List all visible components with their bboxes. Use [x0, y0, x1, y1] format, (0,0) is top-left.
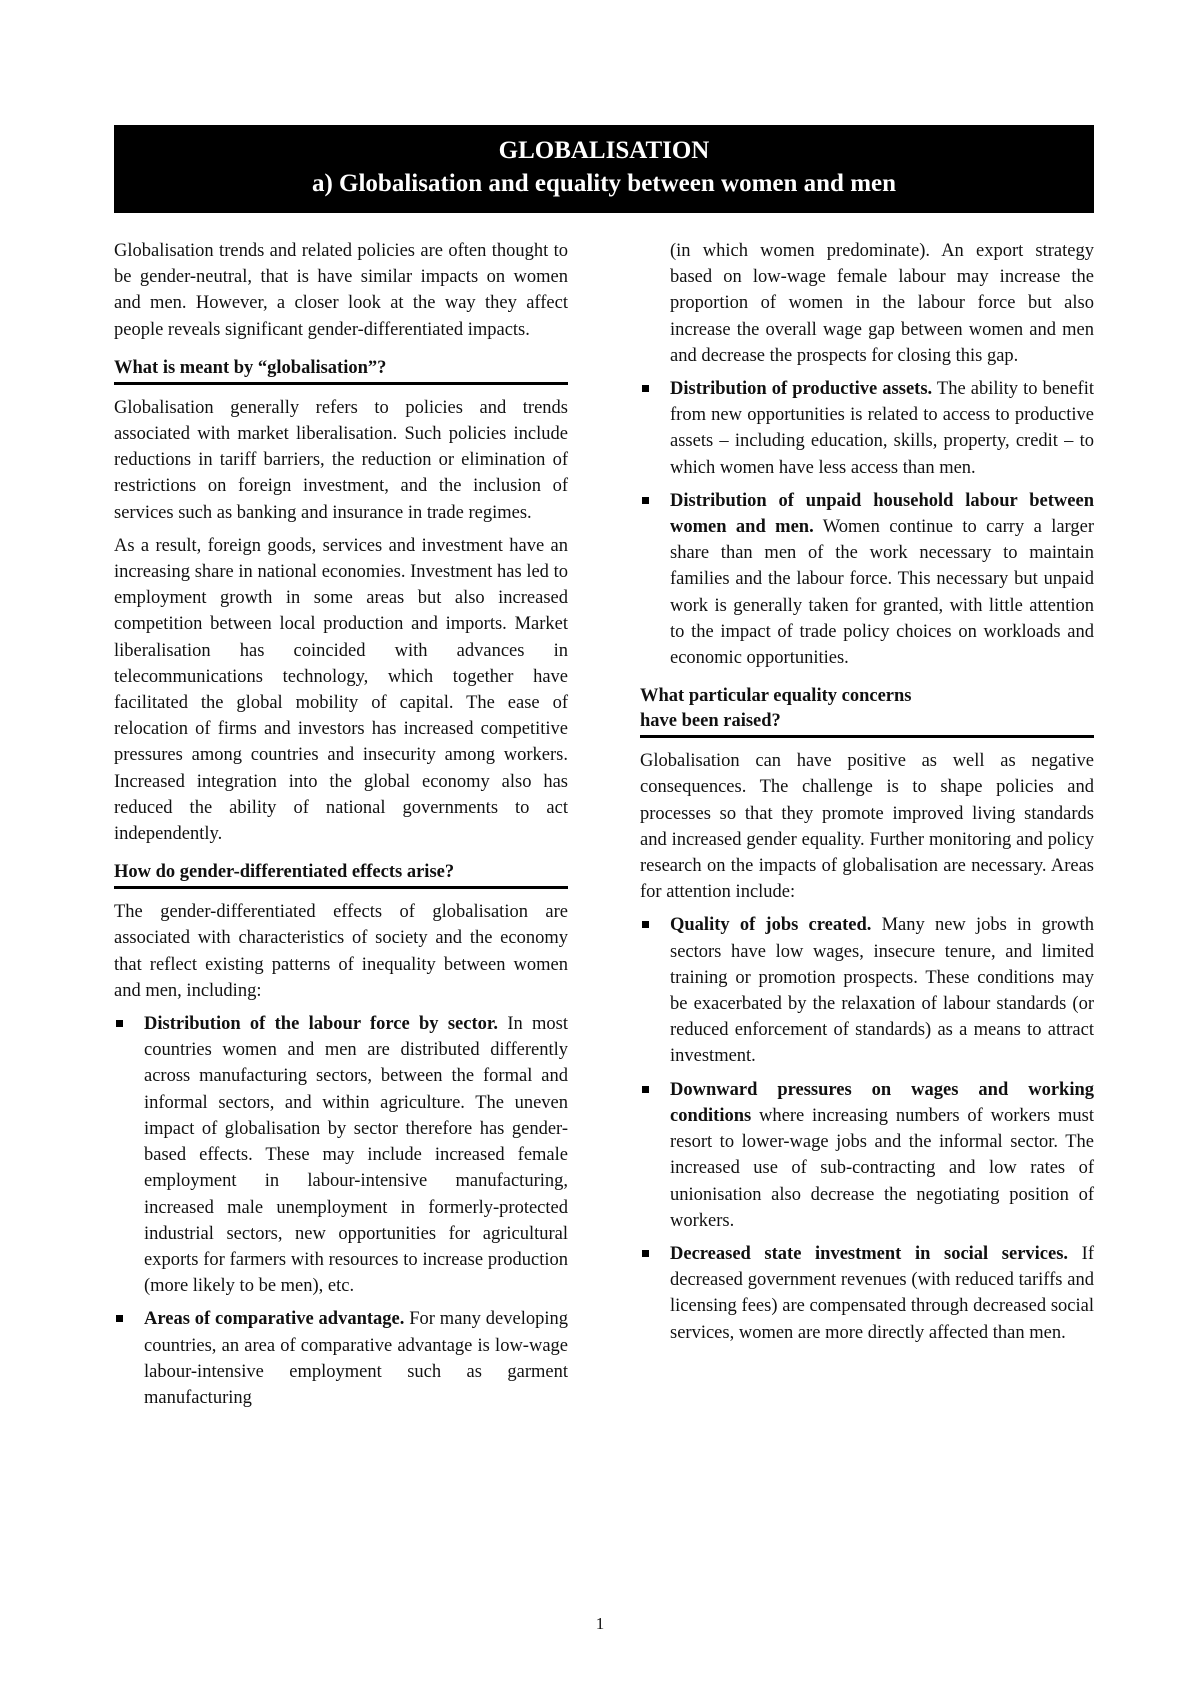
document-title: GLOBALISATION [498, 137, 710, 164]
title-banner [114, 125, 1094, 213]
bullet-text: For many developing countries, an area of comparative advantage is low-wage labour-intensive employment such as garment manufacturing [144, 1309, 568, 1408]
bullet-heading: Distribution of productive assets. [670, 379, 933, 400]
bullet-heading: Areas of comparative advantage. [144, 1309, 405, 1330]
list-item [640, 488, 1094, 671]
intro-paragraph: Globalisation trends and related policies are often thought to be gender-neutral, that is have similar impacts on women and men. However, a closer look at the way they affect people reveals significant gender-differentiated impacts. [114, 241, 568, 340]
bullet-icon [642, 385, 649, 392]
bullet-icon [116, 1020, 123, 1027]
bullet-icon [642, 1250, 649, 1257]
left-column [114, 238, 568, 1418]
continuation-text: (in which women predominate). An export strategy based on low-wage female labour may increase the proportion of women in the labour force but also increase the overall wage gap between women and men and decrease the prospects for closing this gap. [670, 241, 1094, 366]
section-heading-gender-effects: How do gender-differentiated effects arise? [114, 860, 568, 889]
bullet-text: where increasing numbers of workers must resort to lower-wage jobs and the informal sector. The increased use of sub-contracting and low rates of unionisation also decrease the negotiating position of workers. [670, 1105, 1094, 1231]
bullet-heading: Distribution of the labour force by sector. [144, 1014, 499, 1035]
bullet-icon [642, 921, 649, 928]
bullet-text: The ability to benefit from new opportunities is related to access to productive assets – including education, skills, property, credit – to which women have less access than men. [670, 379, 1095, 478]
list-item-continuation [640, 238, 1094, 369]
bullet-heading: Distribution of unpaid household labour between women and men. [670, 490, 1094, 538]
bullet-icon [116, 1315, 123, 1322]
section-heading-globalisation: What is meant by “globalisation”? [114, 356, 568, 385]
right-column [640, 238, 1094, 1353]
bullet-icon [642, 1086, 649, 1093]
list-item [114, 1011, 568, 1299]
page-number: 1 [595, 1614, 605, 1633]
document-subtitle: a) Globalisation and equality between women and men [311, 170, 897, 197]
bullet-icon [642, 497, 649, 504]
right-bullet-list [640, 912, 1094, 1345]
paragraph-gender-effects: The gender-differentiated effects of globalisation are associated with characteristics of society and the economy that reflect existing patterns of inequality between women and men, including: [114, 902, 568, 1001]
heading-line-1: What particular equality concerns [640, 686, 912, 707]
paragraph-result: As a result, foreign goods, services and investment have an increasing share in national economies. Investment has led to employment growth in some areas but also increased competition between local production and imports. Market liberalisation has coincided with advances in telecommunications technology, which together have facilitated the global mobility of capital. The ease of relocation of firms and investors has increased competitive pressures among countries and insecurity among workers. Increased integration into the global economy also has reduced the ability of national governments to act independently. [114, 535, 568, 845]
bullet-text: If decreased government revenues (with reduced tariffs and licensing fees) are compensated through decreased social services, women are more directly affected than men. [670, 1243, 1094, 1343]
bullet-text: Women continue to carry a larger share than men of the work necessary to maintain families and the labour force. This necessary but unpaid work is generally taken for granted, with little attention to the impact of trade policy choices on workloads and economic opportunities. [670, 517, 1094, 669]
list-item [640, 1241, 1094, 1346]
bullet-heading: Downward pressures on wages and working conditions [670, 1079, 1094, 1126]
bullet-heading: Quality of jobs created. [670, 915, 872, 936]
paragraph-definition: Globalisation generally refers to policies and trends associated with market liberalisation. Such policies include reductions in tariff barriers, the reduction or elimination of restrictions on foreign investment, and the inclusion of services such as banking and insurance in trade regimes. [114, 397, 568, 523]
right-continuation-list [640, 238, 1094, 671]
bullet-text: Many new jobs in growth sectors have low wages, insecure tenure, and limited training or promotion prospects. These conditions may be exacerbated by the relaxation of labour standards (or reduced enforcement of standards) as a means to attract investment. [670, 915, 1095, 1067]
list-item [640, 376, 1094, 481]
list-item [640, 1077, 1094, 1234]
paragraph-consequences: Globalisation can have positive as well as negative consequences. The challenge is to shape policies and processes so that they promote improved living standards and increased gender equality. Further monitoring and policy research on the impacts of globalisation are necessary. Areas for attention include: [640, 751, 1094, 903]
section-heading-equality-concerns [640, 684, 1094, 738]
bullet-heading: Decreased state investment in social services. [670, 1243, 1069, 1264]
list-item [114, 1306, 568, 1411]
left-bullet-list [114, 1011, 568, 1411]
heading-line-2: have been raised? [640, 711, 781, 732]
bullet-text: In most countries women and men are distributed differently across manufacturing sectors, between the formal and informal sectors, and within agriculture. The uneven impact of globalisation by sector therefore has gender-based effects. These may include increased female employment in labour-intensive manufacturing, increased male unemployment in formerly-protected industrial sectors, new opportunities for agricultural exports for farmers with resources to increase production (more likely to be men), etc. [144, 1014, 569, 1297]
list-item [640, 912, 1094, 1069]
